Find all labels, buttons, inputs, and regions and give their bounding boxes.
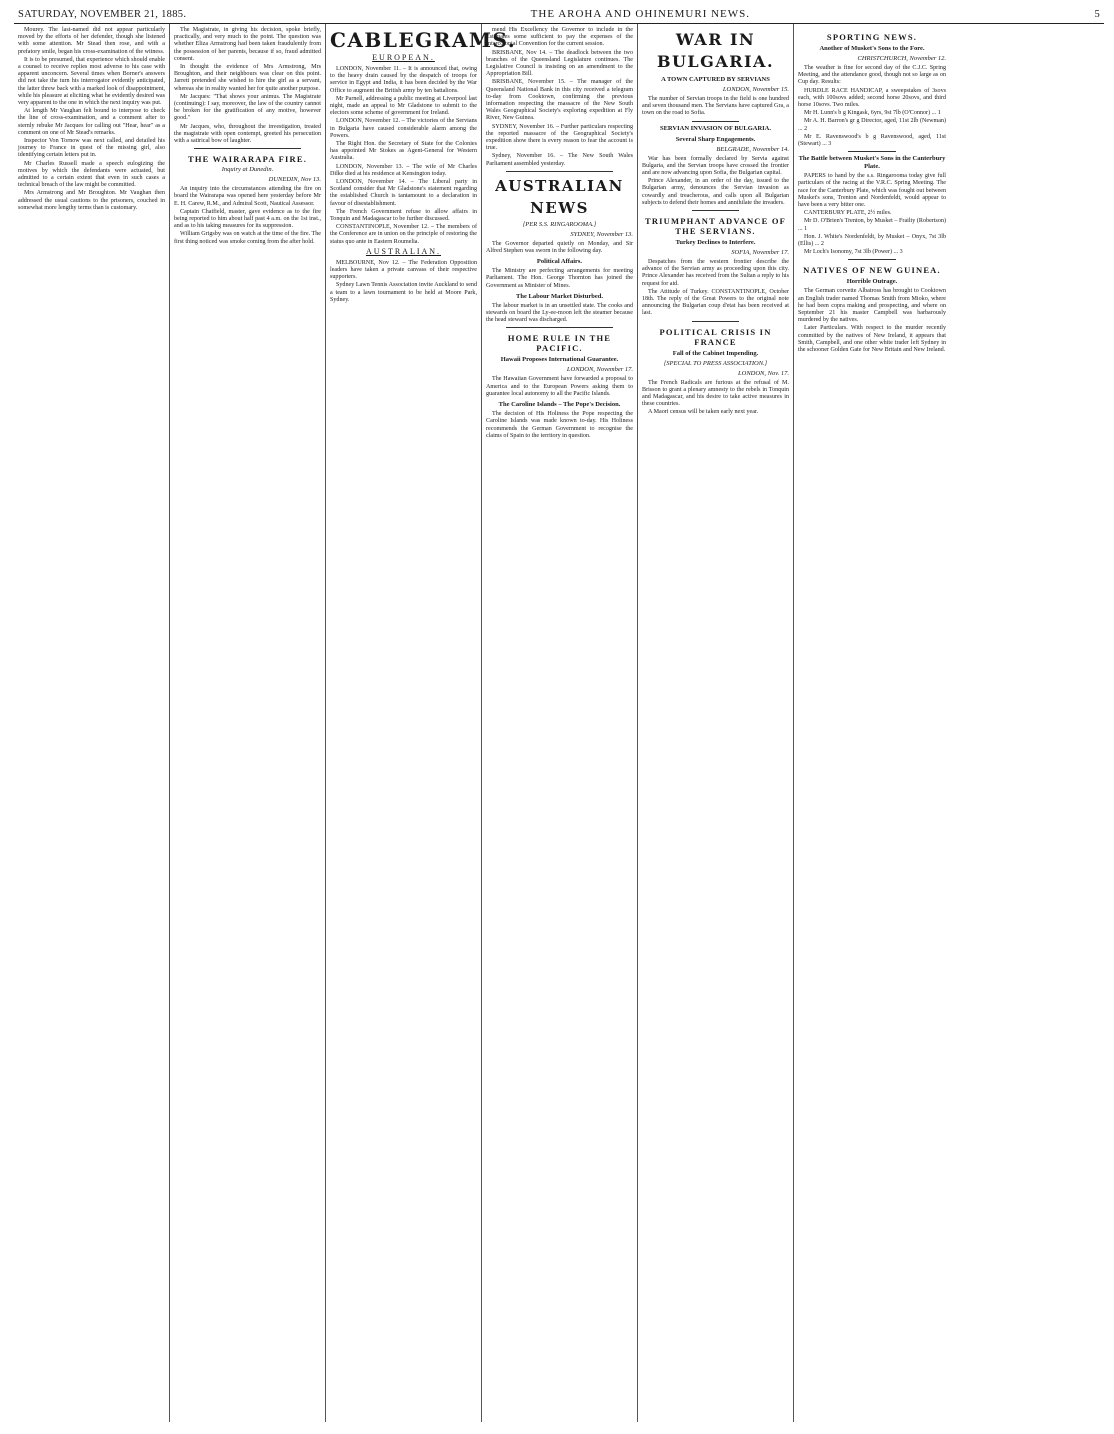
subheadline-australian: AUSTRALIAN. [365,246,442,256]
article-paragraph: LONDON, November 12. – The victories of the Servians in Bulgaria have caused considerable alarm among the Powers. [330,118,477,139]
article-paragraph: LONDON, November 14. – The Liberal party in Scotland consider that Mr Gladstone's statement regarding the established Church is tantamount to a declaration in favour of disestablishment. [330,179,477,207]
article-paragraph: PAPERS to hand by the s.s. Ringarooma today give full particulars of the racing at the V.R.C. Spring Meeting. The race for the Canterbury Plate, which was fought out between Musket's sons, Trenton and Nordenfeldt, would appear to have been a very bitter one. [798,173,946,209]
article-paragraph: Mr Jacques, who, throughout the investigation, treated the magistrate with open contempt, greeted his persecution with a satirical bow of laughter. [174,123,321,145]
divider [848,151,896,152]
divider [848,259,896,260]
headline-war-in-bulgaria: WAR IN BULGARIA. [656,30,775,71]
masthead-date: SATURDAY, NOVEMBER 21, 1885. [18,9,187,20]
subheadline: Hawaii Proposes International Guarantee. [500,356,619,364]
headline-wairarapa-fire: THE WAIRARAPA FIRE. [187,154,308,165]
dateline: DUNEDIN, Nov 13. [268,176,321,184]
masthead [14,6,1104,24]
race-result: Mr Loch's Isonomy, 7st 3lb (Power) ... 3 [804,249,903,256]
subheadline: The Labour Market Disturbed. [516,292,603,300]
masthead-title: THE AROHA AND OHINEMURI NEWS. [530,8,751,20]
article-paragraph: The decision of His Holiness the Pope respecting the Caroline Islands was made known to-day. His Holiness recommends the German Government to recognise the claims of Spain to the territory in question. [486,411,633,439]
article-paragraph: Sydney, November 16. – The New South Wales Parliament assembled yesterday. [486,153,633,167]
subheadline: Political Affairs. [536,258,583,266]
article-paragraph: In thought the evidence of Mrs Armstrong, Mrs Broughton, and their neighbours was clear on this point. Jarrett pretended she wished to hire the girl as a servant, whereas she in reality wanted her for quite another purpose. [174,64,321,92]
article-paragraph: Captain Chatfield, master, gave evidence as to the fire being reported to him about half past 4 a.m. on the 1st inst., and as to his taking measures for its suppression. [174,208,321,230]
headline-natives-new-guinea: NATIVES OF NEW GUINEA. [803,265,941,276]
article-paragraph: The number of Servian troops in the field is one hundred and seven thousand men. The Servians have captured Gra, a town on the road to Sofia. [642,96,789,117]
article-paragraph: The French Government refuse to allow affairs in Tonquin and Madagascar to be further discussed. [330,208,477,223]
article-paragraph: At length Mr Vaughan felt bound to interpose to check the line of cross-examination, and a comment after to sternly rebuke Mr Jacques for calling out "Hear, hear" as a comment on one of Mr Stead's remarks. [18,108,165,136]
article-paragraph: Inspector Von Tornow was next called, and detailed his journey to France in quest of the missing girl, also identifying certain letters put in. [18,138,165,159]
race-result: Mr D. O'Brien's Trenton, by Musket – Frailty (Robertson) ... 1 [798,218,946,232]
article-paragraph: BRISBANE, November 15. – The manager of the Queensland National Bank in this city received a telegram to-day from Cooktown, confirming the previous information respecting the massacre of the New South Wales Geographical Society's exploring expedition at Fly River, New Guinea. [486,79,633,122]
column-3 [326,24,517,1422]
divider [506,171,613,172]
article-paragraph: Sydney Lawn Tennis Association invite Auckland to send a team to a lawn tournament to be held at Moore Park, Sydney. [330,282,477,303]
headline-australian-news: AUSTRALIAN NEWS [495,176,624,217]
article-paragraph: The French Radicals are furious at the refusal of M. Brisson to grant a plenary amnesty to the rebels in Tonquin and Madagascar, and his desire to take active measures in these countries. [642,379,789,408]
headline-sporting-news: SPORTING NEWS. [826,32,918,42]
article-paragraph: CONSTANTINOPLE, November 12. – The members of the Conference are in union on the principle of restoring the status quo ante in Eastern Roumelia. [330,224,477,245]
article-paragraph: CANTERBURY PLATE, 2½ miles. [804,210,892,217]
article-paragraph: Later Particulars. With respect to the murder recently committed by the natives of New Ireland, it appears that Smith, Campbell, and one other white trader left Sydney in the schooner Golden Gate for New Britain and New Ireland. [798,325,946,354]
dateline: SYDNEY, November 13. [570,230,633,238]
subheadline: Fall of the Cabinet Impending. [672,349,759,357]
article-paragraph: BRISBANE, Nov 14. – The deadlock between the two branches of the Queensland Legislature continues. The Legislative Council is insisting on an amendment to the Appropriation Bill. [486,49,633,78]
dateline: LONDON, Nov. 17. [738,369,789,377]
headline-triumphant-advance: TRIUMPHANT ADVANCE OF THE SERVIANS. [644,216,787,237]
headline-servian-invasion: SERVIAN INVASION OF BULGARIA. [659,124,771,132]
headline-political-crisis-france: POLITICAL CRISIS IN FRANCE [659,326,772,347]
article-paragraph: Prince Alexander, in an order of the day, issued to the Bulgarian army, denounces the Servian invasion as cowardly and treacherous, and calls upon all Bulgarian subjects to defend their homes and annihilate the invaders. [642,178,789,206]
article-paragraph: HURDLE RACE HANDICAP, a sweepstakes of 3sovs each, with 100sovs added; second horse 20sovs, and third horse 10sovs. Two miles. [798,87,946,109]
columns [14,24,1104,1422]
article-paragraph: Mrs Armstrong and Mr Broughton. Mr Vaughan then addressed the usual cautions to the prisoners, couched in somewhat more lengthy terms than is customary. [18,190,165,211]
subheadline: Horrible Outrage. [846,278,898,286]
column-6 [794,24,950,1422]
divider [692,321,739,322]
column-4 [482,24,638,1422]
article-paragraph: The weather is fine for second day of the C.J.C. Spring Meeting, and the attendance good, though not so large as on Cup day. Results: [798,65,946,86]
article-paragraph: MELBOURNE, Nov 12. – The Federation Opposition leaders have taken a private canvass of their respective supporters. [330,259,477,281]
article-paragraph: Mr Charles Russell made a speech eulogizing the motives by which the defendants were actuated, but admitted to a certain extent that even in such cases a technical breach of the law might be committed. [18,160,165,189]
dateline: LONDON, November 15. [722,86,789,93]
subheadline: Another of Musket's Sons to the Fore. [819,45,925,52]
dateline: SOFIA, November 17. [731,249,789,257]
masthead-page-number: 5 [1094,9,1100,20]
article-paragraph: The labour market is in an unsettled state. The cooks and stewards on board the Ly-ee-moon left the steamer because the head steward was discharged. [486,302,633,324]
subheadline-european: EUROPEAN. [372,53,435,62]
article-paragraph: Mr Jacques: "That shows your animus. The Magistrate (continuing): I say, moreover, the law of the country cannot be broken for the gratification of any motive, however good." [174,93,321,122]
article-paragraph: SYDNEY, November 16. – Further particulars respecting the reported massacre of the Geographical Society's expedition show there is every reason to fear the account is true. [486,123,633,152]
column-5 [638,24,794,1422]
article-paragraph: The Right Hon. the Secretary of State for the Colonies has appointed Mr Stokes as Agent-General for Western Australia. [330,141,477,162]
article-paragraph: The Magistrate, in giving his decision, spoke briefly, practically, and very much to the point. The question was whether Eliza Armstrong had been taken fraudulently from the possession of her parents, because if so, fraud admitted consent. [174,27,321,62]
article-paragraph: An inquiry into the circumstances attending the fire on board the Wairarapa was opened here yesterday before Mr E. H. Carew, R.M., and Admiral Scott, Nautical Assessor. [174,186,321,207]
article-paragraph: LONDON, November 11. – It is announced that, owing to the heavy drain caused by the despatch of troops for service in Egypt and India, it has been decided by the War Office to augment the British army by ten battalions. [330,66,477,94]
agency-line: [SPECIAL TO PRESS ASSOCIATION.] [663,359,768,367]
article-paragraph: LONDON, November 13. – The wife of Mr Charles Dilke died at his residence at Kensington today. [330,163,477,177]
article-paragraph: War has been formally declared by Servia against Bulgaria, and the Servian troops have crossed the frontier and are now advancing upon Sofia, the Bulgarian capital. [642,155,789,177]
article-paragraph: Mourey. The last-named did not appear particularly moved by the efforts of her defender, though she listened with some attention. Mr Stead then rose, and with a prefatory smile, began his cross-examination of the witness. [18,27,165,55]
headline-home-rule: HOME RULE IN THE PACIFIC. [507,333,612,354]
subheadline: The Caroline Islands – The Pope's Decision. [498,401,621,409]
article-paragraph: mend His Excellency the Governor to include in the Estimates some sufficient to pay the expenses of the Intercolonial Convention for the current session. [486,27,633,48]
headline-cablegrams: CABLEGRAMS. [330,28,517,52]
divider [692,121,739,122]
article-paragraph: Despatches from the western frontier describe the advance of the Servian army as proceeding upon this city. Prince Alexander has received from the Sultan a reply to his request for aid. [642,259,789,287]
article-paragraph: A Maori census will be taken early next year. [648,409,759,416]
article-paragraph: The Attitude of Turkey. CONSTANTINOPLE, October 18th. The reply of the Great Powers to the original note announcing the Bulgarian coup d'etat has been received at last. [642,288,789,317]
dateline: LONDON, November 17. [566,366,633,374]
subheadline: Several Sharp Engagements. [675,135,756,143]
article-paragraph: Mr Parnell, addressing a public meeting at Liverpool last night, made an appeal to Mr Gladstone to submit to the electors some scheme of government for Ireland. [330,95,477,117]
subheadline: [PER S.S. RINGAROOMA.] [522,220,597,228]
dateline: CHRISTCHURCH, November 12. [857,55,946,62]
divider [506,327,613,328]
dateline: BELGRADE, November 14. [716,145,789,153]
article-paragraph: The Hawaiian Government have forwarded a proposal to America and to the European Powers asking them to guarantee local autonomy to all the Pacific Islands. [486,376,633,397]
article-paragraph: It is to be presumed, that experience which should enable a counsel to receive replies most adverse to his case with apparent unconcern. Several times when Borner's answers did not take the turn his interrogator evidently anticipated, the latter threw back with a marked look of disappointment, while his pleasure at eliciting what he evidently desired was very apparent to the one in which the next inquiry was put. [18,56,165,107]
divider [692,210,739,211]
subheadline: Turkey Declines to Interfere. [675,239,756,247]
race-result: Mr A. H. Barron's gr g Director, aged, 11st 2lb (Newman) ... 2 [798,118,946,132]
subheadline: Inquiry at Dunedin. [221,166,274,174]
article-paragraph: William Grigsby was on watch at the time of the fire. The first thing noticed was smoke coming from the after hold. [174,231,321,245]
divider [194,148,301,149]
article-paragraph: The Ministry are perfecting arrangements for meeting Parliament. The Hon. George Thornton has joined the Government as Minister of Mines. [486,268,633,289]
headline-musket-battle: The Battle between Musket's Sons in the Canterbury Plate. [798,155,946,171]
article-paragraph: The German corvette Albatross has brought to Cooktown an English trader named Thomas Smith from Mioko, where he had been copra making and prospecting, and where on September 21 his master Campbell was barbarously murdered by the natives. [798,288,946,324]
column-2 [170,24,326,1422]
race-result: Hon. J. White's Nordenfeldt, by Musket – Onyx, 7st 3lb (Ellis) ... 2 [798,233,946,248]
column-1 [14,24,170,1422]
race-result: Mr E. Ravenswood's b g Ravenswood, aged, 11st (Stewart) ... 3 [798,133,946,148]
article-paragraph: The Governor departed quietly on Monday, and Sir Alfred Stephen was sworn in the following day. [486,240,633,255]
subheadline: A TOWN CAPTURED BY SERVIANS [661,76,770,83]
race-result: Mr H. Lunn's b g Kingask, 6yrs, 9st 7lb (O'Connor) ... 1 [804,110,941,117]
